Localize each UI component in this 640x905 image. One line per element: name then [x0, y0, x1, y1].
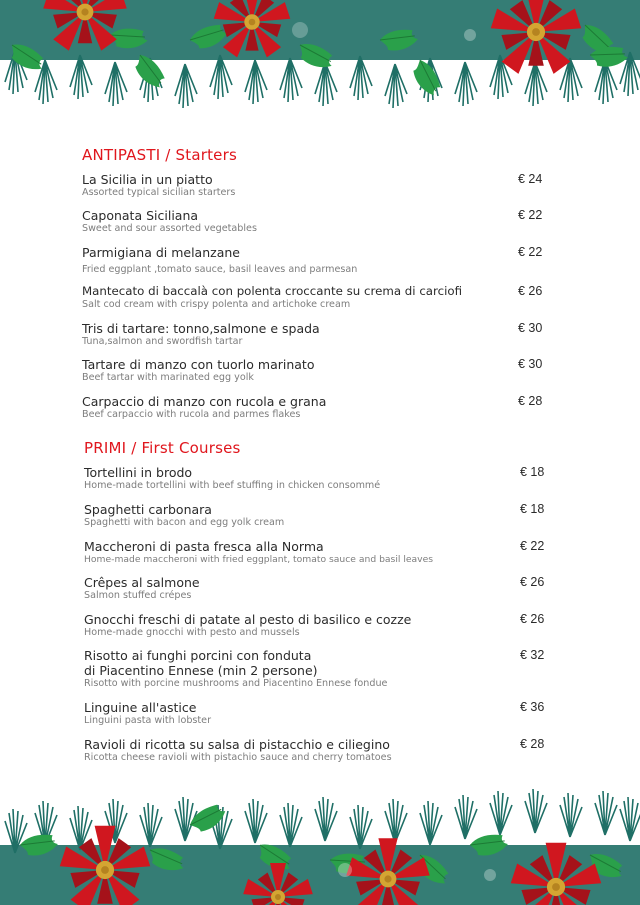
menu-item [84, 737, 554, 764]
item-description: Ricotta cheese ravioli with pistachio sauce and cherry tomatoes [84, 752, 392, 763]
item-description: Salmon stuffed crépes [84, 590, 192, 601]
item-name: Tartare di manzo con tuorlo marinato [82, 357, 315, 372]
item-description: Home-made gnocchi with pesto and mussels [84, 627, 300, 638]
item-price: € 18 [520, 465, 545, 479]
menu-item [84, 612, 554, 639]
item-price: € 26 [520, 612, 545, 626]
item-name: Gnocchi freschi di patate al pesto di basilico e cozze [84, 612, 412, 627]
item-name: Crêpes al salmone [84, 575, 200, 590]
item-price: € 30 [518, 357, 543, 371]
item-name: Mantecato di baccalà con polenta croccante su crema di carciofi [82, 284, 463, 298]
item-description: Risotto with porcine mushrooms and Piacentino Ennese fondue [84, 678, 388, 689]
menu-item [84, 465, 554, 492]
item-price: € 24 [518, 172, 543, 186]
menu-item [82, 394, 552, 421]
poinsettia-garland-icon [0, 775, 640, 905]
item-price: € 32 [520, 648, 545, 662]
item-price: € 18 [520, 502, 545, 516]
item-price: € 36 [520, 700, 545, 714]
item-name: Risotto ai funghi porcini con fonduta [84, 648, 312, 663]
item-description: Sweet and sour assorted vegetables [82, 223, 257, 234]
item-price: € 22 [518, 208, 543, 222]
item-description: Tuna,salmon and swordfish tartar [82, 336, 243, 347]
menu-item [82, 245, 552, 276]
menu-item [84, 539, 554, 566]
item-description: Beef carpaccio with rucola and parmes flakes [82, 409, 301, 420]
item-description: Home-made tortellini with beef stuffing in chicken consommé [84, 480, 381, 491]
item-name: Ravioli di ricotta su salsa di pistacchio e ciliegino [84, 737, 390, 752]
item-description: Home-made maccheroni with fried eggplant, tomato sauce and basil leaves [84, 554, 434, 565]
item-name: Linguine all'astice [84, 700, 197, 715]
bottom-christmas-garland [0, 775, 640, 905]
menu-item [82, 321, 552, 348]
item-description: Beef tartar with marinated egg yolk [82, 372, 254, 383]
item-name-line2: di Piacentino Ennese (min 2 persone) [84, 663, 318, 678]
item-price: € 22 [520, 539, 545, 553]
item-price: € 26 [520, 575, 545, 589]
item-description: Linguini pasta with lobster [84, 715, 212, 726]
item-description: Salt cod cream with crispy polenta and artichoke cream [82, 299, 351, 310]
item-name: Spaghetti carbonara [84, 502, 212, 517]
section-title: PRIMI / First Courses [84, 439, 241, 457]
menu-item [84, 575, 554, 602]
top-christmas-garland [0, 0, 640, 125]
item-name: Maccheroni di pasta fresca alla Norma [84, 539, 324, 554]
item-price: € 28 [520, 737, 545, 751]
menu-item [82, 284, 552, 311]
item-description: Spaghetti with bacon and egg yolk cream [84, 517, 285, 528]
item-price: € 26 [518, 284, 543, 298]
item-price: € 30 [518, 321, 543, 335]
menu-item [84, 700, 554, 727]
item-name: Tris di tartare: tonno,salmone e spada [82, 321, 320, 336]
item-description: Fried eggplant ,tomato sauce, basil leaves and parmesan [82, 264, 358, 275]
item-name: Carpaccio di manzo con rucola e grana [82, 394, 327, 409]
item-price: € 28 [518, 394, 543, 408]
section-title: ANTIPASTI / Starters [82, 146, 237, 164]
menu-item [84, 502, 554, 529]
menu-item [82, 208, 552, 235]
menu-item [82, 172, 552, 199]
poinsettia-garland-icon [0, 0, 640, 125]
item-price: € 22 [518, 245, 543, 259]
item-name: Parmigiana di melanzane [82, 245, 240, 260]
menu-item [84, 648, 554, 690]
item-name: Caponata Siciliana [82, 208, 199, 223]
item-description: Assorted typical sicilian starters [82, 187, 236, 198]
item-name: La Sicilia in un piatto [82, 172, 213, 187]
item-name: Tortellini in brodo [84, 465, 193, 480]
menu-item [82, 357, 552, 384]
